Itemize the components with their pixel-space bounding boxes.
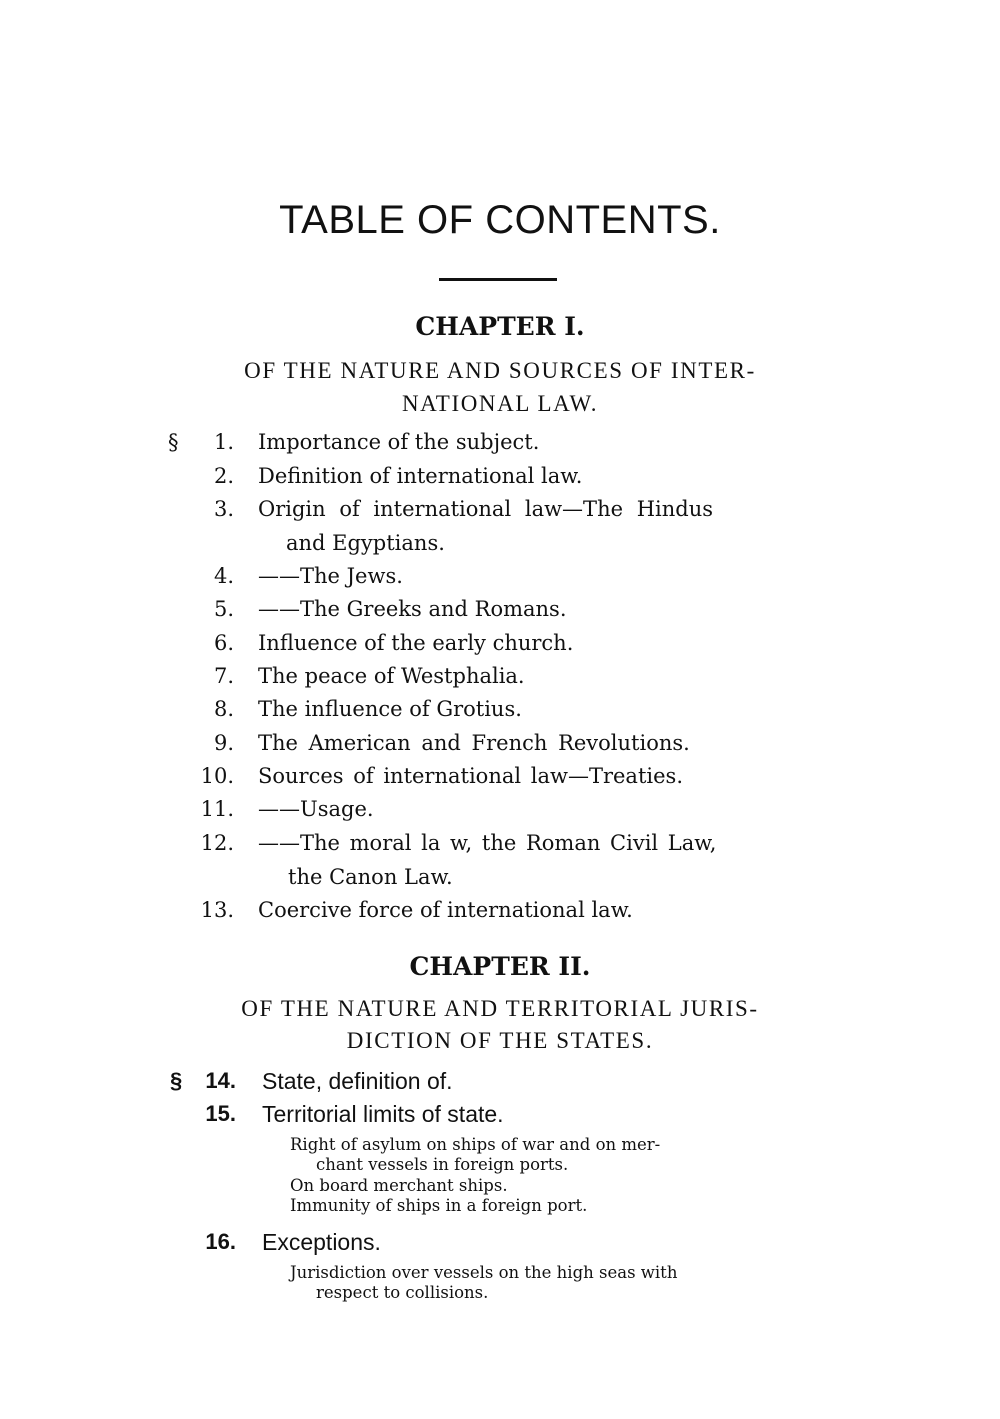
toc-entry — [0, 1064, 1000, 1098]
entry-number: 10. — [200, 764, 234, 788]
entry-number: 7. — [213, 664, 234, 688]
entry-number: 16. — [205, 1229, 236, 1254]
toc-entry — [0, 1097, 1000, 1131]
entry-text: Importance of the subject. — [258, 430, 540, 454]
entry-text-continued: and Egyptians. — [286, 531, 445, 555]
toc-entry — [0, 726, 1000, 760]
toc-entry — [0, 492, 1000, 526]
toc-entry — [0, 459, 1000, 493]
chapter-2-subtitle-line-2: DICTION OF THE STATES. — [346, 1028, 654, 1053]
entry-note: Jurisdiction over vessels on the high seas with — [290, 1263, 678, 1282]
entry-text: Definition of international law. — [258, 464, 583, 488]
toc-entry-continuation — [0, 860, 1000, 894]
section-mark: § — [168, 430, 179, 454]
section-mark: § — [170, 1068, 183, 1093]
entry-text: Influence of the early church. — [258, 631, 574, 655]
entry-number: 13. — [200, 898, 234, 922]
entry-text: Origin of international law—The Hindus — [258, 497, 713, 521]
entry-note: Right of asylum on ships of war and on mer- — [290, 1135, 661, 1154]
entry-text: ——The moral la w, the Roman Civil Law, — [258, 831, 717, 855]
toc-entry — [0, 626, 1000, 660]
entry-text-continued: the Canon Law. — [288, 865, 453, 889]
chapter-1-subtitle-line-1: OF THE NATURE AND SOURCES OF INTER- — [244, 358, 756, 383]
entry-text: Territorial limits of state. — [262, 1101, 504, 1127]
title-rule — [439, 278, 557, 281]
entry-note: respect to collisions. — [316, 1283, 489, 1302]
toc-entry — [0, 425, 1000, 459]
toc-entry — [0, 592, 1000, 626]
toc-entry — [0, 792, 1000, 826]
entry-number: 1. — [213, 430, 234, 454]
chapter-2-heading: CHAPTER II. — [409, 952, 591, 981]
toc-entry — [0, 1225, 1000, 1259]
entry-text: State, definition of. — [262, 1068, 453, 1094]
entry-number: 12. — [200, 831, 234, 855]
entry-text: The peace of Westphalia. — [258, 664, 525, 688]
entry-number: 3. — [213, 497, 234, 521]
entry-number: 4. — [213, 564, 234, 588]
entry-note: Immunity of ships in a foreign port. — [290, 1196, 588, 1215]
entry-note: chant vessels in foreign ports. — [316, 1155, 569, 1174]
entry-text: ——The Greeks and Romans. — [258, 597, 567, 621]
entry-text: Sources of international law—Treaties. — [258, 764, 683, 788]
entry-text: Coercive force of international law. — [258, 898, 633, 922]
entry-note: On board merchant ships. — [290, 1176, 508, 1195]
entry-text: The influence of Grotius. — [258, 697, 522, 721]
entry-number: 5. — [213, 597, 234, 621]
entry-number: 9. — [213, 731, 234, 755]
entry-number: 15. — [205, 1101, 236, 1126]
entry-text: ——Usage. — [258, 797, 374, 821]
entry-text: ——The Jews. — [258, 564, 403, 588]
toc-entry — [0, 759, 1000, 793]
entry-number: 2. — [213, 464, 234, 488]
toc-entry-continuation — [0, 526, 1000, 560]
chapter-1-subtitle-line-2: NATIONAL LAW. — [401, 391, 599, 416]
chapter-1-heading: CHAPTER I. — [415, 312, 585, 341]
entry-number: 14. — [205, 1068, 236, 1093]
toc-entry — [0, 893, 1000, 927]
page-title: TABLE OF CONTENTS. — [279, 198, 721, 242]
entry-text: The American and French Revolutions. — [258, 731, 690, 755]
toc-entry — [0, 692, 1000, 726]
toc-entry — [0, 659, 1000, 693]
entry-number: 8. — [213, 697, 234, 721]
toc-entry — [0, 559, 1000, 593]
entry-number: 6. — [213, 631, 234, 655]
chapter-2-subtitle-line-1: OF THE NATURE AND TERRITORIAL JURIS- — [241, 996, 759, 1021]
entry-number: 11. — [200, 797, 234, 821]
toc-entry — [0, 826, 1000, 860]
entry-text: Exceptions. — [262, 1229, 381, 1255]
